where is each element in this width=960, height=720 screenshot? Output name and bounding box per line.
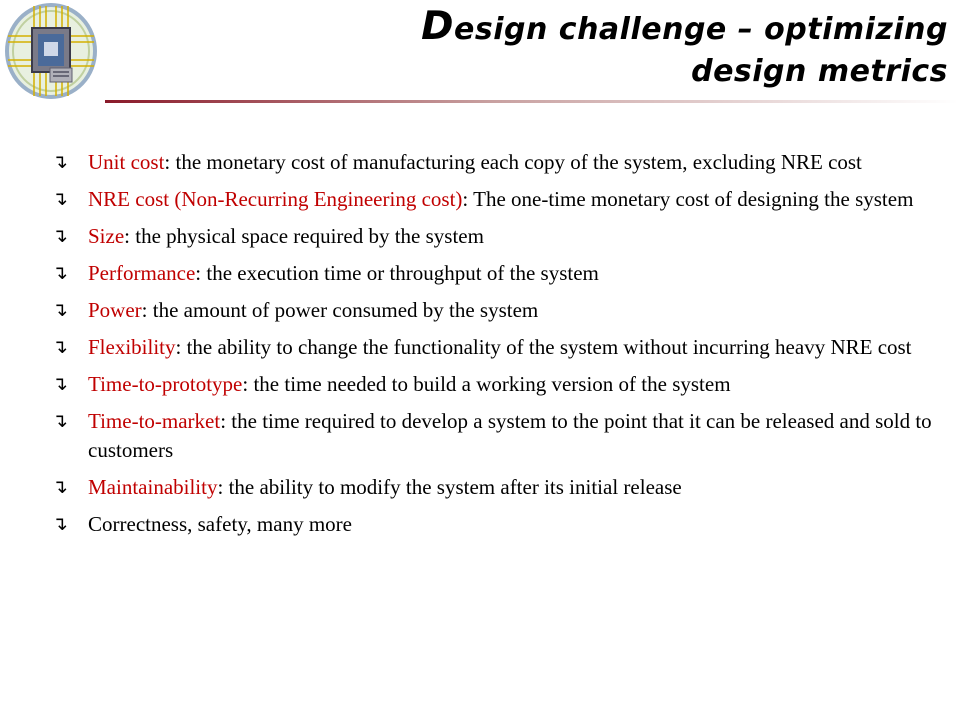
chip-logo (4, 2, 98, 100)
hollow-arrow-icon: ↴ (52, 151, 68, 173)
list-item: ↴ Maintainability: the ability to modify the system after its initial release (52, 473, 932, 502)
list-item: ↴ Time-to-prototype: the time needed to build a working version of the system (52, 370, 932, 399)
hollow-arrow-icon: ↴ (52, 373, 68, 395)
list-item: ↴ Performance: the execution time or throughput of the system (52, 259, 932, 288)
list-item: ↴ Power: the amount of power consumed by the system (52, 296, 932, 325)
slide-title-line-2: design metrics (691, 54, 948, 89)
list-item: ↴ Unit cost: the monetary cost of manufacturing each copy of the system, excluding NRE cost (52, 148, 932, 177)
metrics-list (52, 148, 932, 547)
hollow-arrow-icon: ↴ (52, 225, 68, 247)
list-item: ↴ Correctness, safety, many more (52, 510, 932, 539)
title-divider (105, 100, 958, 103)
list-item: ↴ Flexibility: the ability to change the functionality of the system without incurring heavy NRE cost (52, 333, 932, 362)
hollow-arrow-icon: ↴ (52, 262, 68, 284)
hollow-arrow-icon: ↴ (52, 336, 68, 358)
hollow-arrow-icon: ↴ (52, 513, 68, 535)
hollow-arrow-icon: ↴ (52, 299, 68, 321)
list-item: ↴ Size: the physical space required by the system (52, 222, 932, 251)
hollow-arrow-icon: ↴ (52, 476, 68, 498)
slide-title-line-1: Design challenge – optimizing (421, 4, 948, 49)
hollow-arrow-icon: ↴ (52, 410, 68, 432)
hollow-arrow-icon: ↴ (52, 188, 68, 210)
list-item: ↴ Time-to-market: the time required to develop a system to the point that it can be released and sold to customers (52, 409, 932, 462)
list-item: ↴ NRE cost (Non-Recurring Engineering cost): The one-time monetary cost of designing the system (52, 185, 932, 214)
